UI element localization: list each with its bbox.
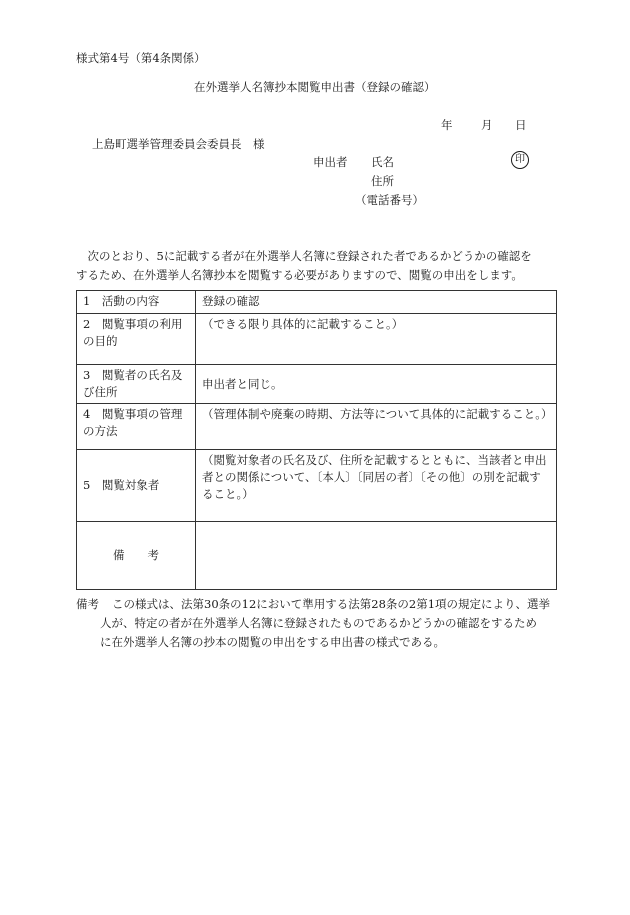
name-label: 氏名 bbox=[371, 155, 394, 169]
row-value: 申出者と同じ。 bbox=[196, 365, 557, 404]
table-row bbox=[77, 314, 557, 365]
row-label: 4 閲覧事項の管理の方法 bbox=[77, 404, 196, 450]
table-row bbox=[77, 365, 557, 404]
addressee: 上島町選挙管理委員会委員長 様 bbox=[92, 137, 265, 151]
row-value: （閲覧対象者の氏名及び、住所を記載するとともに、当該者と申出者との関係について、〔本人〕〔同居の者〕〔その他〕の別を記載すること。） bbox=[196, 450, 557, 522]
row-label: 1 活動の内容 bbox=[77, 291, 196, 314]
page-title: 在外選挙人名簿抄本閲覧申出書（登録の確認） bbox=[194, 80, 436, 94]
table-row bbox=[77, 450, 557, 522]
row-value: （管理体制や廃棄の時期、方法等について具体的に記載すること。） bbox=[196, 404, 557, 450]
note-line: に在外選挙人名簿の抄本の閲覧の申出をする申出書の様式である。 bbox=[100, 635, 445, 649]
row-value: （できる限り具体的に記載すること。） bbox=[196, 314, 557, 365]
seal-icon: 印 bbox=[511, 151, 529, 169]
date-month: 月 bbox=[481, 118, 493, 132]
note-line: 人が、特定の者が在外選挙人名簿に登録されたものであるかどうかの確認をするため bbox=[100, 616, 537, 630]
address-label: 住所 bbox=[371, 174, 394, 188]
date-year: 年 bbox=[441, 118, 453, 132]
phone-label: （電話番号） bbox=[355, 193, 424, 207]
table-row bbox=[77, 404, 557, 450]
row-label: 5 閲覧対象者 bbox=[77, 450, 196, 522]
row-label: 3 閲覧者の氏名及び住所 bbox=[77, 365, 196, 404]
row-value bbox=[196, 522, 557, 590]
note-label: 備考 bbox=[76, 597, 99, 611]
row-value: 登録の確認 bbox=[196, 291, 557, 314]
applicant-label: 申出者 bbox=[313, 155, 348, 169]
application-table bbox=[76, 290, 557, 590]
intro-text bbox=[76, 247, 556, 285]
row-label: 備 考 bbox=[77, 522, 196, 590]
intro-line: するため、在外選挙人名簿抄本を閲覧する必要がありますので、閲覧の申出をします。 bbox=[76, 268, 523, 282]
note-line: この様式は、法第30条の12において準用する法第28条の2第1項の規定により、選挙 bbox=[112, 597, 551, 611]
table-row bbox=[77, 291, 557, 314]
row-label: 2 閲覧事項の利用の目的 bbox=[77, 314, 196, 365]
date-day: 日 bbox=[515, 118, 527, 132]
table-row bbox=[77, 522, 557, 590]
intro-line: 次のとおり、5に記載する者が在外選挙人名簿に登録された者であるかどうかの確認を bbox=[76, 249, 532, 263]
form-number: 様式第4号（第4条関係） bbox=[76, 51, 206, 65]
